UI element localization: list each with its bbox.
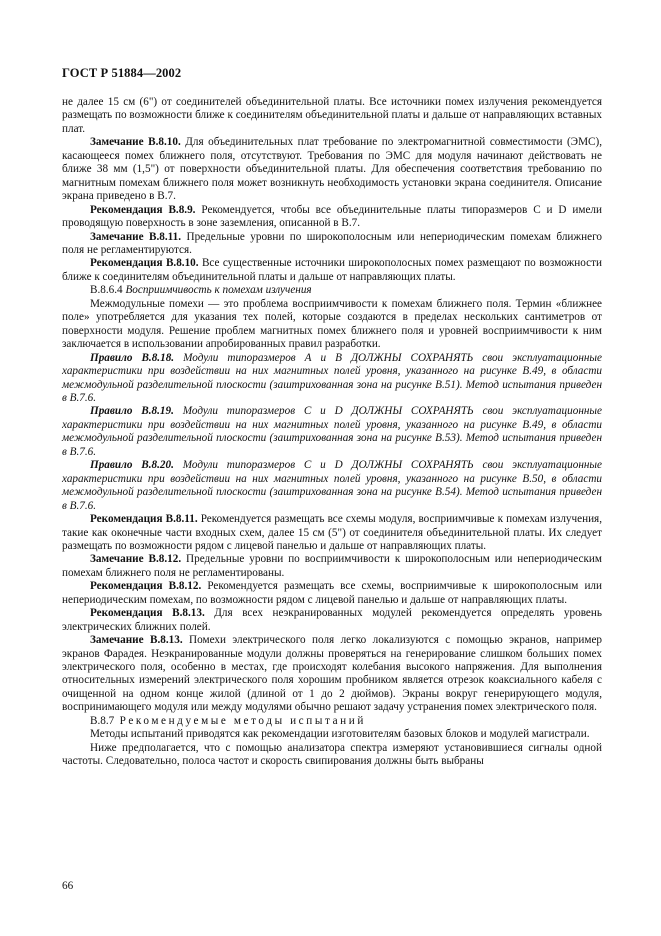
recommendation-label: Рекомендация В.8.9.: [90, 203, 196, 216]
rule-label: Правило В.8.20.: [90, 459, 174, 472]
recommendation-b-8-9: [62, 204, 602, 231]
paragraph-continuation: не далее 15 см (6") от соединителей объединительной платы. Все источники помех излучения рекомендуется размещать по возможности ближе к соединителям объединительной платы и дальше от направляющих вставных плат.: [62, 96, 602, 135]
note-b-8-12: [62, 553, 602, 580]
rule-b-8-19: [62, 405, 602, 459]
section-b-8-6-4-heading: [62, 284, 602, 297]
recommendation-text: Рекомендуется размещать все схемы, восприимчивые к широкополосным или непериодическим помехам, по возможности рядом с лицевой панелью и дальше от направляющих платы.: [62, 580, 602, 606]
recommendation-b-8-12: [62, 580, 602, 607]
recommendation-text: Для всех неэкранированных модулей рекомендуется определять уровень электрических ближних полей.: [62, 607, 602, 633]
note-label: Замечание В.8.11.: [90, 230, 182, 243]
note-label: Замечание В.8.12.: [90, 553, 182, 566]
rule-b-8-20: [62, 459, 602, 513]
paragraph-spectrum-analyzer: Ниже предполагается, что с помощью анализатора спектра измеряют установившиеся сигналы одной частоты. Следовательно, полоса частот и скорость свипирования должны быть выбраны: [62, 741, 602, 768]
paragraph-intermodule-interference: Межмодульные помехи — это проблема восприимчивости к помехам ближнего поля. Термин «ближнее поле» употребляется для указания тех полей, которые создаются в пределах нескольких сантиметров от поверхности модуля. Решение проблем магнитных помех ближнего поля и уровней восприимчивости к ним заключается в использовании апробированных правил разработки.: [62, 297, 602, 351]
section-number: В.8.6.4: [90, 284, 123, 297]
rule-label: Правило В.8.19.: [90, 405, 174, 418]
recommendation-b-8-13: [62, 607, 602, 634]
note-b-8-13: [62, 634, 602, 715]
recommendation-text: Рекомендуется размещать все схемы модуля, восприимчивые к помехам излучения, такие как оконечные части входных схем, далее 15 см (5") от соединителя объединительной платы. Их следует размещать по возможности рядом с лицевой панелью и дальше от направляющих платы.: [62, 513, 602, 552]
rule-text: Модули типоразмеров А и В ДОЛЖНЫ СОХРАНЯТЬ свои эксплуатационные характеристики при воздействии на них магнитных полей уровня, указанного на рисунке В.49, в области межмодульной разделительной плоскости (заштрихованная зона на рисунке В.51). Метод испытания приведен в В.7.6.: [62, 351, 602, 404]
section-b-8-7-heading: [62, 715, 602, 728]
document-code-header: ГОСТ Р 51884—2002: [62, 66, 182, 80]
document-body: [62, 96, 602, 769]
note-text: Для объединительных плат требование по электромагнитной совместимости (ЭМС), касающееся помех ближнего поля, отсутствуют. Требования по ЭМС для модуля начинают действовать не ближе 38 мм (1,5") от поверхности объединительной платы. Для обеспечения соответствия требованию по магнитным помехам ближнего поля может возникнуть необходимость установки экрана соединителя. Описание экрана приведено в В.7.: [62, 136, 603, 203]
rule-text: Модули типоразмеров С и D ДОЛЖНЫ СОХРАНЯТЬ свои эксплуатационные характеристики при воздействии на них магнитных полей уровня, указанного на рисунке В.49, в области межмодульной разделительной плоскости (заштрихованная зона на рисунке В.53). Метод испытания приведен в В.7.6.: [62, 405, 602, 458]
section-title: Восприимчивость к помехам излучения: [122, 284, 312, 297]
recommendation-text: Все существенные источники широкополосных помех размещают по возможности ближе к соединителям объединительной платы и дальше от направляющих платы.: [62, 257, 602, 283]
recommendation-label: Рекомендация В.8.12.: [90, 580, 202, 593]
note-text: Помехи электрического поля легко локализуются с помощью экранов, например экранов Фарадея. Неэкранированные модули должны проверяться на генерирование слишком больших помех электрического поля, особенно в местах, где происходят колебания высокого напряжения. Для выполнения относительных измерений электрического поля хорошим пробником является отрезок коаксиального кабеля с очищенной на одном конце жилой (длиной от 1 до 2 дюймов). Экраны вокруг генерирующего модуля, воспринимающего модуля или между модулями обычно решают задачу устранения помех электрического поля.: [62, 634, 602, 714]
rule-text: Модули типоразмеров С и D ДОЛЖНЫ СОХРАНЯТЬ свои эксплуатационные характеристики при воздействии на них магнитных полей уровня, указанного на рисунке В.50, в области межмодульной разделительной плоскости (заштрихованная зона на рисунке В.54). Метод испытания приведен в В.7.6.: [62, 459, 602, 512]
section-title: Рекомендуемые методы испытаний: [114, 714, 366, 727]
note-text: Предельные уровни по широкополосным или непериодическим помехам ближнего поля не регламентируются.: [62, 230, 602, 256]
note-text: Предельные уровни по восприимчивости к широкополосным или непериодическим помехам ближнего поля не регламентированы.: [62, 553, 603, 579]
note-b-8-10: [62, 136, 602, 203]
page-number: 66: [62, 880, 74, 892]
recommendation-b-8-11: [62, 513, 602, 553]
section-number: В.8.7: [90, 714, 115, 727]
recommendation-label: Рекомендация В.8.13.: [90, 607, 205, 620]
recommendation-b-8-10: [62, 257, 602, 284]
paragraph-test-methods: Методы испытаний приводятся как рекомендации изготовителям базовых блоков и модулей магистрали.: [90, 728, 590, 741]
note-b-8-11: [62, 231, 602, 258]
rule-b-8-18: [62, 352, 602, 406]
note-label: Замечание В.8.13.: [90, 634, 183, 647]
recommendation-label: Рекомендация В.8.10.: [90, 257, 199, 270]
recommendation-text: Рекомендуется, чтобы все объединительные платы типоразмеров С и D имели проводящую поверхность в зоне заземления, описанной в В.7.: [62, 203, 602, 230]
recommendation-label: Рекомендация В.8.11.: [90, 513, 198, 526]
note-label: Замечание В.8.10.: [90, 136, 181, 149]
rule-label: Правило В.8.18.: [90, 351, 175, 364]
